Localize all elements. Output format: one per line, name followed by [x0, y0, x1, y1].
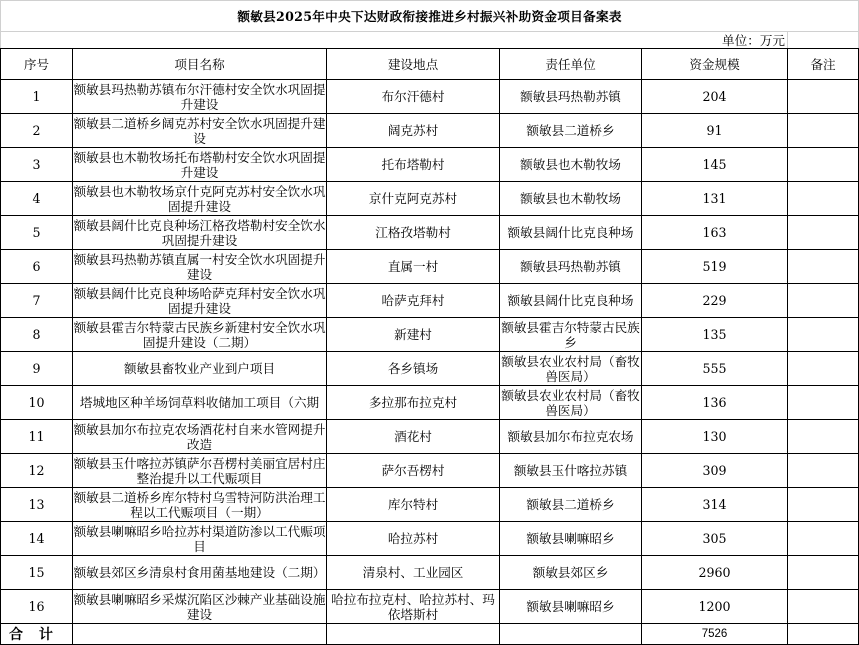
total-row [1, 624, 859, 645]
project-name-cell[interactable]: 额敏县加尔布拉克农场酒花村自来水管网提升改造 [73, 421, 326, 452]
row-index-cell[interactable]: 6 [1, 250, 73, 284]
project-name-cell[interactable]: 额敏县喇嘛昭乡哈拉苏村渠道防渗以工代赈项目 [73, 523, 326, 554]
project-name-cell[interactable]: 额敏县郊区乡清泉村食用菌基地建设（二期） [73, 556, 327, 590]
location-cell[interactable]: 托布塔勒村 [327, 148, 500, 182]
amount-cell[interactable]: 91 [642, 114, 788, 148]
location-cell[interactable]: 酒花村 [327, 420, 500, 454]
project-name-cell[interactable]: 额敏县二道桥乡库尔特村乌雪特河防洪治理工程以工代赈项目（一期） [73, 489, 326, 520]
total-empty-name-cell[interactable] [73, 624, 327, 645]
owner-cell[interactable]: 额敏县也木勒牧场 [500, 148, 642, 182]
amount-cell[interactable]: 131 [642, 182, 788, 216]
remark-cell[interactable] [788, 590, 859, 624]
amount-cell[interactable]: 163 [642, 216, 788, 250]
owner-cell[interactable]: 额敏县玛热勒苏镇 [500, 80, 642, 114]
location-cell[interactable]: 各乡镇场 [327, 352, 500, 386]
row-index-cell[interactable]: 1 [1, 80, 73, 114]
owner-cell[interactable]: 额敏县阔什比克良种场 [500, 284, 642, 318]
remark-cell[interactable] [788, 80, 859, 114]
row-index-cell[interactable]: 10 [1, 386, 73, 420]
project-name-cell[interactable]: 额敏县也木勒牧场托布塔勒村安全饮水巩固提升建设 [73, 149, 326, 180]
unit-row [1, 32, 859, 49]
table-row [1, 556, 859, 590]
row-index-cell[interactable]: 14 [1, 522, 73, 556]
project-name-cell[interactable]: 塔城地区种羊场饲草料收储加工项目（六期 [73, 386, 327, 420]
amount-cell[interactable]: 130 [642, 420, 788, 454]
amount-cell[interactable]: 145 [642, 148, 788, 182]
amount-cell[interactable]: 136 [642, 386, 788, 420]
project-name-cell[interactable]: 额敏县也木勒牧场京什克阿克苏村安全饮水巩固提升建设 [73, 183, 326, 214]
table-row [1, 148, 859, 182]
row-index-cell[interactable]: 8 [1, 318, 73, 352]
total-label[interactable]: 合 计 [1, 624, 73, 645]
location-cell[interactable]: 清泉村、工业园区 [327, 556, 500, 590]
unit-label[interactable]: 单位：万元 [1, 32, 788, 49]
location-cell[interactable]: 萨尔吾楞村 [327, 454, 500, 488]
table-row [1, 522, 859, 556]
amount-cell[interactable]: 305 [642, 522, 788, 556]
header-row [1, 49, 859, 80]
remark-cell[interactable] [788, 114, 859, 148]
project-name-cell[interactable]: 额敏县二道桥乡阔克苏村安全饮水巩固提升建设 [73, 115, 326, 146]
owner-cell[interactable]: 额敏县玉什喀拉苏镇 [500, 454, 642, 488]
amount-cell[interactable]: 519 [642, 250, 788, 284]
owner-cell[interactable]: 额敏县霍吉尔特蒙古民族乡 [501, 319, 640, 350]
location-cell[interactable]: 新建村 [327, 318, 500, 352]
project-name-cell[interactable]: 额敏县玛热勒苏镇布尔汗德村安全饮水巩固提升建设 [73, 81, 326, 112]
owner-cell[interactable]: 额敏县喇嘛昭乡 [500, 590, 642, 624]
row-index-cell[interactable]: 13 [1, 488, 73, 522]
project-name-cell[interactable]: 额敏县玛热勒苏镇直属一村安全饮水巩固提升建设 [73, 251, 326, 282]
row-index-cell[interactable]: 9 [1, 352, 73, 386]
remark-cell[interactable] [788, 318, 859, 352]
location-cell[interactable]: 直属一村 [327, 250, 500, 284]
table-row [1, 318, 859, 352]
owner-cell[interactable]: 额敏县二道桥乡 [500, 114, 642, 148]
amount-cell[interactable]: 314 [642, 488, 788, 522]
owner-cell[interactable]: 额敏县阔什比克良种场 [500, 216, 642, 250]
table-row [1, 590, 859, 624]
unit-row-empty-cell[interactable] [788, 32, 859, 49]
total-amount[interactable]: 7526 [642, 624, 788, 645]
remark-cell[interactable] [788, 386, 859, 420]
remark-cell[interactable] [788, 420, 859, 454]
title-row [1, 1, 859, 32]
location-cell[interactable]: 哈拉苏村 [327, 522, 500, 556]
project-name-cell[interactable]: 额敏县阔什比克良种场哈萨克拜村安全饮水巩固提升建设 [73, 285, 326, 316]
table-row [1, 386, 859, 420]
table-row [1, 284, 859, 318]
table-row [1, 352, 859, 386]
row-index-cell[interactable]: 16 [1, 590, 73, 624]
project-name-cell[interactable]: 额敏县畜牧业产业到户项目 [73, 352, 327, 386]
total-empty-owner-cell[interactable] [500, 624, 642, 645]
row-index-cell[interactable]: 11 [1, 420, 73, 454]
project-name-cell[interactable]: 额敏县阔什比克良种场江格孜塔勒村安全饮水巩固提升建设 [73, 217, 326, 248]
amount-cell[interactable]: 229 [642, 284, 788, 318]
header-project-name[interactable]: 项目名称 [73, 49, 327, 80]
header-location[interactable]: 建设地点 [327, 49, 500, 80]
amount-cell[interactable]: 1200 [642, 590, 788, 624]
remark-cell[interactable] [788, 250, 859, 284]
owner-cell[interactable]: 额敏县加尔布拉克农场 [500, 420, 642, 454]
amount-cell[interactable]: 309 [642, 454, 788, 488]
table-row [1, 114, 859, 148]
remark-cell[interactable] [788, 454, 859, 488]
table-row [1, 488, 859, 522]
row-index-cell[interactable]: 3 [1, 148, 73, 182]
project-name-cell[interactable]: 额敏县玉什喀拉苏镇萨尔吾楞村美丽宜居村庄整治提升以工代赈项目 [73, 455, 326, 486]
location-cell[interactable]: 阔克苏村 [327, 114, 500, 148]
table-row [1, 454, 859, 488]
amount-cell[interactable]: 555 [642, 352, 788, 386]
owner-cell[interactable]: 额敏县玛热勒苏镇 [500, 250, 642, 284]
remark-cell[interactable] [788, 522, 859, 556]
page-title[interactable]: 额敏县2025年中央下达财政衔接推进乡村振兴补助资金项目备案表 [1, 1, 859, 32]
remark-cell[interactable] [788, 182, 859, 216]
table-row [1, 216, 859, 250]
remark-cell[interactable] [788, 216, 859, 250]
remark-cell[interactable] [788, 488, 859, 522]
owner-cell[interactable]: 额敏县郊区乡 [500, 556, 642, 590]
location-cell[interactable]: 布尔汗德村 [327, 80, 500, 114]
header-remark[interactable]: 备注 [788, 49, 859, 80]
remark-cell[interactable] [788, 352, 859, 386]
row-index-cell[interactable]: 12 [1, 454, 73, 488]
owner-cell[interactable]: 额敏县二道桥乡 [500, 488, 642, 522]
project-name-cell[interactable]: 额敏县霍吉尔特蒙古民族乡新建村安全饮水巩固提升建设（二期） [73, 319, 326, 350]
header-amount[interactable]: 资金规模 [642, 49, 788, 80]
header-index[interactable]: 序号 [1, 49, 73, 80]
project-name-cell[interactable]: 额敏县喇嘛昭乡采煤沉陷区沙棘产业基础设施建设 [73, 591, 326, 622]
table-row [1, 250, 859, 284]
location-cell[interactable]: 京什克阿克苏村 [327, 182, 500, 216]
table-body [1, 80, 859, 624]
remark-cell[interactable] [788, 284, 859, 318]
amount-cell[interactable]: 2960 [642, 556, 788, 590]
location-cell[interactable]: 多拉那布拉克村 [327, 386, 500, 420]
total-empty-remark-cell[interactable] [788, 624, 859, 645]
row-index-cell[interactable]: 7 [1, 284, 73, 318]
location-cell[interactable]: 哈萨克拜村 [327, 284, 500, 318]
row-index-cell[interactable]: 5 [1, 216, 73, 250]
owner-cell[interactable]: 额敏县农业农村局（畜牧兽医局） [501, 387, 640, 418]
amount-cell[interactable]: 135 [642, 318, 788, 352]
remark-cell[interactable] [788, 148, 859, 182]
header-owner[interactable]: 责任单位 [500, 49, 642, 80]
owner-cell[interactable]: 额敏县农业农村局（畜牧兽医局） [501, 353, 640, 384]
owner-cell[interactable]: 额敏县喇嘛昭乡 [500, 522, 642, 556]
remark-cell[interactable] [788, 556, 859, 590]
location-cell[interactable]: 哈拉布拉克村、哈拉苏村、玛依塔斯村 [327, 590, 500, 624]
row-index-cell[interactable]: 2 [1, 114, 73, 148]
table-row [1, 182, 859, 216]
table-row [1, 80, 859, 114]
owner-cell[interactable]: 额敏县也木勒牧场 [500, 182, 642, 216]
row-index-cell[interactable]: 4 [1, 182, 73, 216]
total-empty-location-cell[interactable] [327, 624, 500, 645]
location-cell[interactable]: 江格孜塔勒村 [327, 216, 500, 250]
row-index-cell[interactable]: 15 [1, 556, 73, 590]
location-cell[interactable]: 库尔特村 [327, 488, 500, 522]
table-row [1, 420, 859, 454]
amount-cell[interactable]: 204 [642, 80, 788, 114]
